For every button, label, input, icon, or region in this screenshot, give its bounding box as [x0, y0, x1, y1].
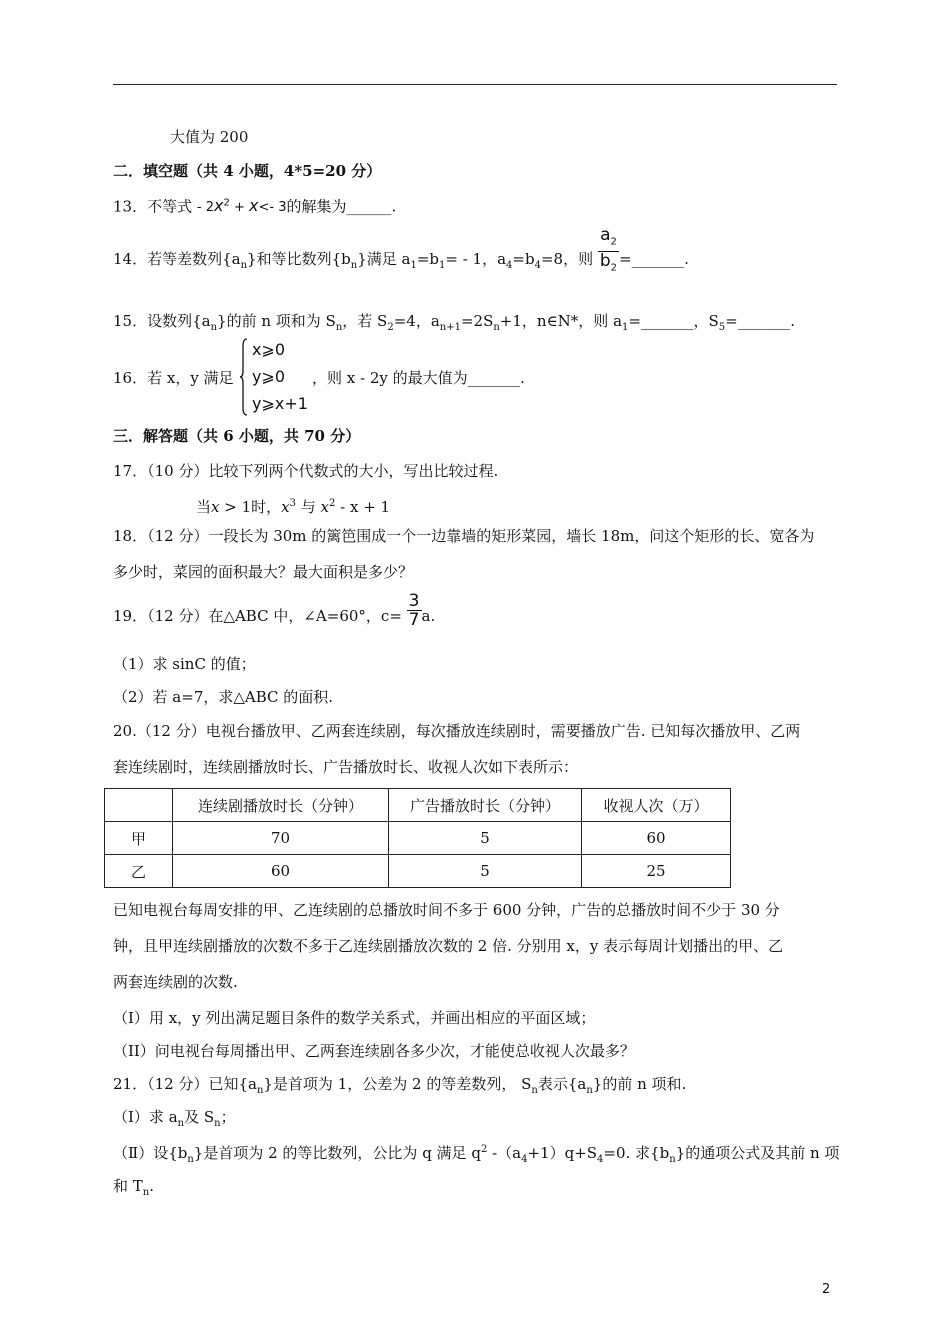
table-row: 甲 70 5 60	[105, 822, 731, 855]
question-13: 13．不等式 - $2x^2 + x<-$ 3的解集为______.	[113, 196, 397, 216]
section-3-title: 三．解答题（共 6 小题，共 70 分）	[113, 427, 361, 445]
question-18-line-1: 18．（12 分）一段长为 30m 的篱笆围成一个一边靠墙的矩形菜园，墙长 18m，问这个矩形的长、宽各为	[113, 527, 815, 545]
question-21-part-1: （Ⅰ）求 $a_n$及 $S_n$；	[113, 1108, 236, 1129]
table-header-row: 连续剧播放时长（分钟） 广告播放时长（分钟） 收视人次（万）	[105, 789, 731, 822]
question-20-line-1: 20.（12 分）电视台播放甲、乙两套连续剧，每次播放连续剧时，需要播放广告. 已知每次播放甲、乙两	[113, 722, 801, 740]
question-20-line-5: 两套连续剧的次数.	[113, 973, 238, 991]
question-15: 15．设数列$\{a_n\}$的前 n 项和为 $S_n$，若 $S_2=4$，$a_{n+1}=2S_n+1$，n∈N*，则 $a_1=\_\_\_\_\_\_\_$，$S_5=\_\_\_\_\_\_\_$.	[113, 312, 795, 333]
question-17: 17．（10 分）比较下列两个代数式的大小，写出比较过程.	[113, 462, 499, 480]
table-row: 乙 60 5 25	[105, 855, 731, 888]
page-number: 2	[822, 1282, 831, 1297]
constraint-1: x⩾0	[252, 340, 286, 359]
question-18-line-2: 多少时，菜园的面积最大？最大面积是多少？	[113, 563, 414, 581]
header-rule	[113, 84, 837, 85]
question-20-part-2: （II）问电视台每周播出甲、乙两套连续剧各多少次，才能使总收视人次最多？	[113, 1042, 635, 1060]
fraction-a2-over-b2: $\frac{a_2}{b_2}$	[599, 225, 618, 274]
constraint-3: y⩾x+1	[252, 394, 308, 413]
question-17-condition: 当x > 1时，$x^3$ 与 $x^2 - x + 1$	[196, 498, 391, 516]
question-20-part-1: （I）用 x，y 列出满足题目条件的数学关系式，并画出相应的平面区域；	[113, 1009, 596, 1027]
continued-text: 大值为 200	[170, 128, 249, 146]
question-20-line-2: 套连续剧时，连续剧播放时长、广告播放时长、收视人次如下表所示：	[113, 758, 579, 776]
question-20-line-3: 已知电视台每周安排的甲、乙连续剧的总播放时间不多于 600 分钟，广告的总播放时间不少于 30 分	[113, 901, 780, 919]
question-20-line-4: 钟，且甲连续剧播放的次数不多于乙连续剧播放次数的 2 倍. 分别用 x，y 表示每周计划播出的甲、乙	[113, 937, 784, 955]
question-21-part-2: （Ⅱ）设$\{b_n\}$是首项为 2 的等比数列，公比为 q 满足 $q^2$ $-(a_4+1)q+S_4=0$. 求$\{b_n\}$的通项公式及其前 n 项	[113, 1144, 840, 1165]
broadcast-table	[104, 788, 731, 888]
fraction-3-over-7: $\frac{3}{7}$	[408, 590, 420, 630]
question-21-part-2-tail: 和 $T_n$.	[113, 1177, 155, 1198]
question-19: 19．（12 分）在△ABC 中，∠A=60°，c= $\frac{3}{7}$ a.	[113, 590, 436, 630]
question-16-tail: ，则 x - 2y 的最大值为_______.	[312, 369, 525, 387]
question-21: 21．（12 分）已知$\{a_n\}$是首项为 1，公差为 2 的等差数列， $S_n$表示$\{a_n\}$的前 n 项和.	[113, 1075, 687, 1096]
constraint-2: y⩾0	[252, 367, 286, 386]
question-19-part-2: （2）若 a=7，求△ABC 的面积.	[113, 688, 334, 706]
section-2-title: 二．填空题（共 4 小题，4*5=20 分）	[113, 162, 382, 180]
question-14: 14．若等差数列$\{a_n\}$和等比数列$\{b_n\}$满足 $a_1=b_1= - 1$，$a_4=b_4=8$，则 $\frac{a_2}{b_2}$ =_______.	[113, 242, 689, 278]
inequality-system	[240, 338, 320, 418]
left-brace-icon	[240, 338, 248, 416]
question-19-part-1: （1）求 sinC 的值；	[113, 655, 256, 673]
question-16-lead: 16．若 x，y 满足	[113, 369, 234, 387]
